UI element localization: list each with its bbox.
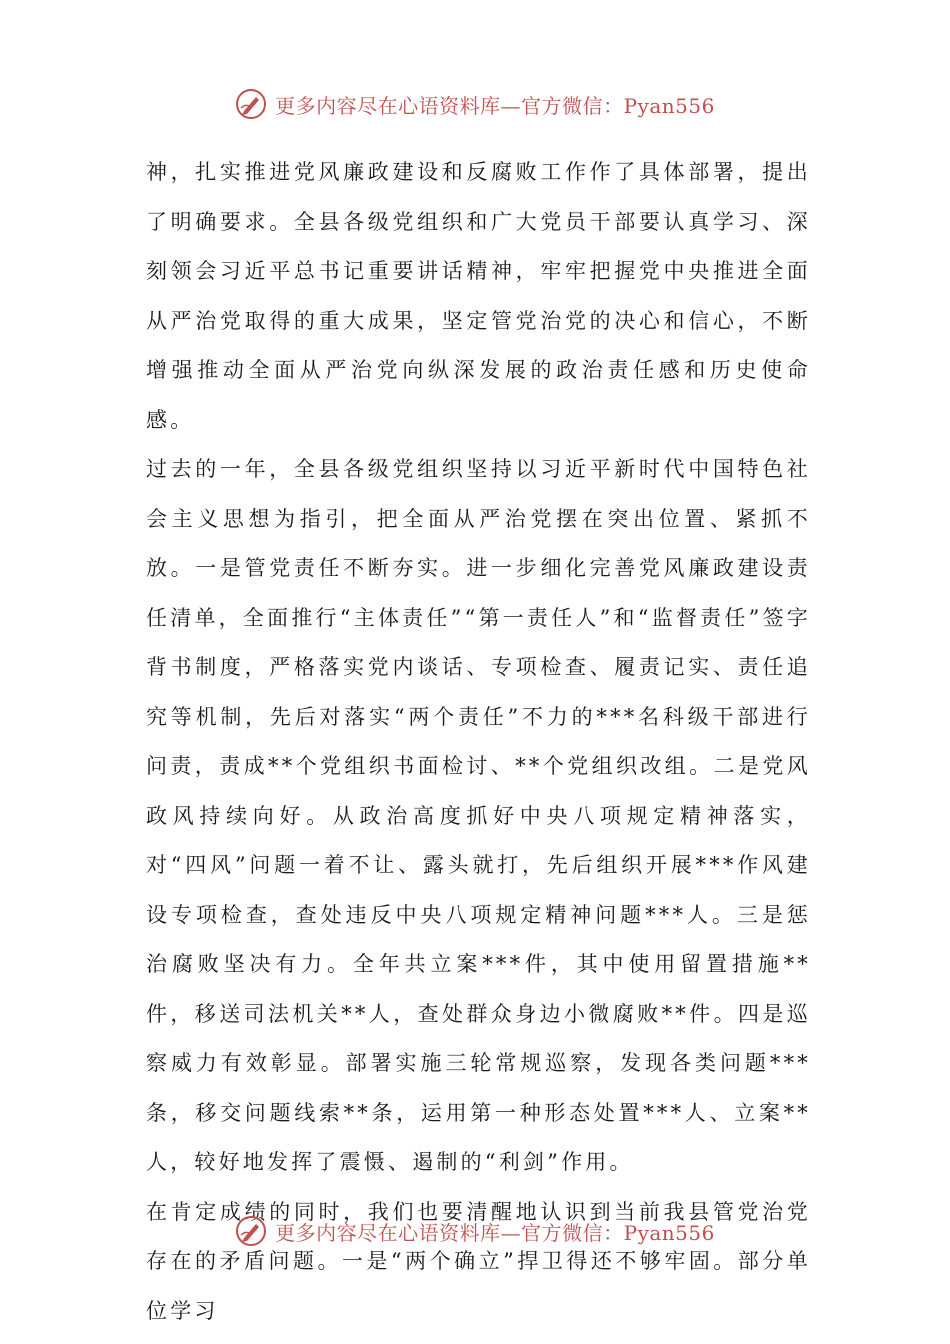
- footer-watermark: [0, 1211, 950, 1251]
- pen-logo-icon: [235, 88, 267, 120]
- document-body: [146, 148, 811, 1336]
- paragraph-2: 过去的一年，全县各级党组织坚持以习近平新时代中国特色社会主义思想为指引，把全面从严治党摆在突出位置、紧抓不放。一是管党责任不断夯实。进一步细化完善党风廉政建设责任清单，全面推行“主体责任”“第一责任人”和“监督责任”签字背书制度，严格落实党内谈话、专项检查、履责记实、责任追究等机制，先后对落实“两个责任”不力的***名科级干部进行问责，责成**个党组织书面检讨、**个党组织改组。二是党风政风持续向好。从政治高度抓好中央八项规定精神落实，对“四风”问题一着不让、露头就打，先后组织开展***作风建设专项检查，查处违反中央八项规定精神问题***人。三是惩治腐败坚决有力。全年共立案***件，其中使用留置措施**件，移送司法机关**人，查处群众身边小微腐败**件。四是巡察威力有效彰显。部署实施三轮常规巡察，发现各类问题***条，移交问题线索**条，运用第一种形态处置***人、立案**人，较好地发挥了震慑、遏制的“利剑”作用。: [146, 457, 811, 1174]
- paragraph-1: 神，扎实推进党风廉政建设和反腐败工作作了具体部署，提出了明确要求。全县各级党组织和广大党员干部要认真学习、深刻领会习近平总书记重要讲话精神，牢牢把握党中央推进全面从严治党取得的重大成果，坚定管党治党的决心和信心，不断增强推动全面从严治党向纵深发展的政治责任感和历史使命感。: [146, 160, 811, 432]
- pen-logo-icon: [235, 1215, 267, 1247]
- header-watermark: [0, 84, 950, 124]
- footer-watermark-text: 更多内容尽在心语资料库—官方微信：Pyan556: [275, 1220, 715, 1245]
- paragraph-3: 在肯定成绩的同时，我们也要清醒地认识到当前我县管党治党存在的矛盾问题。一是“两个确立”捍卫得还不够牢固。部分单位学习: [146, 1199, 811, 1323]
- header-watermark-text: 更多内容尽在心语资料库—官方微信：Pyan556: [275, 93, 715, 118]
